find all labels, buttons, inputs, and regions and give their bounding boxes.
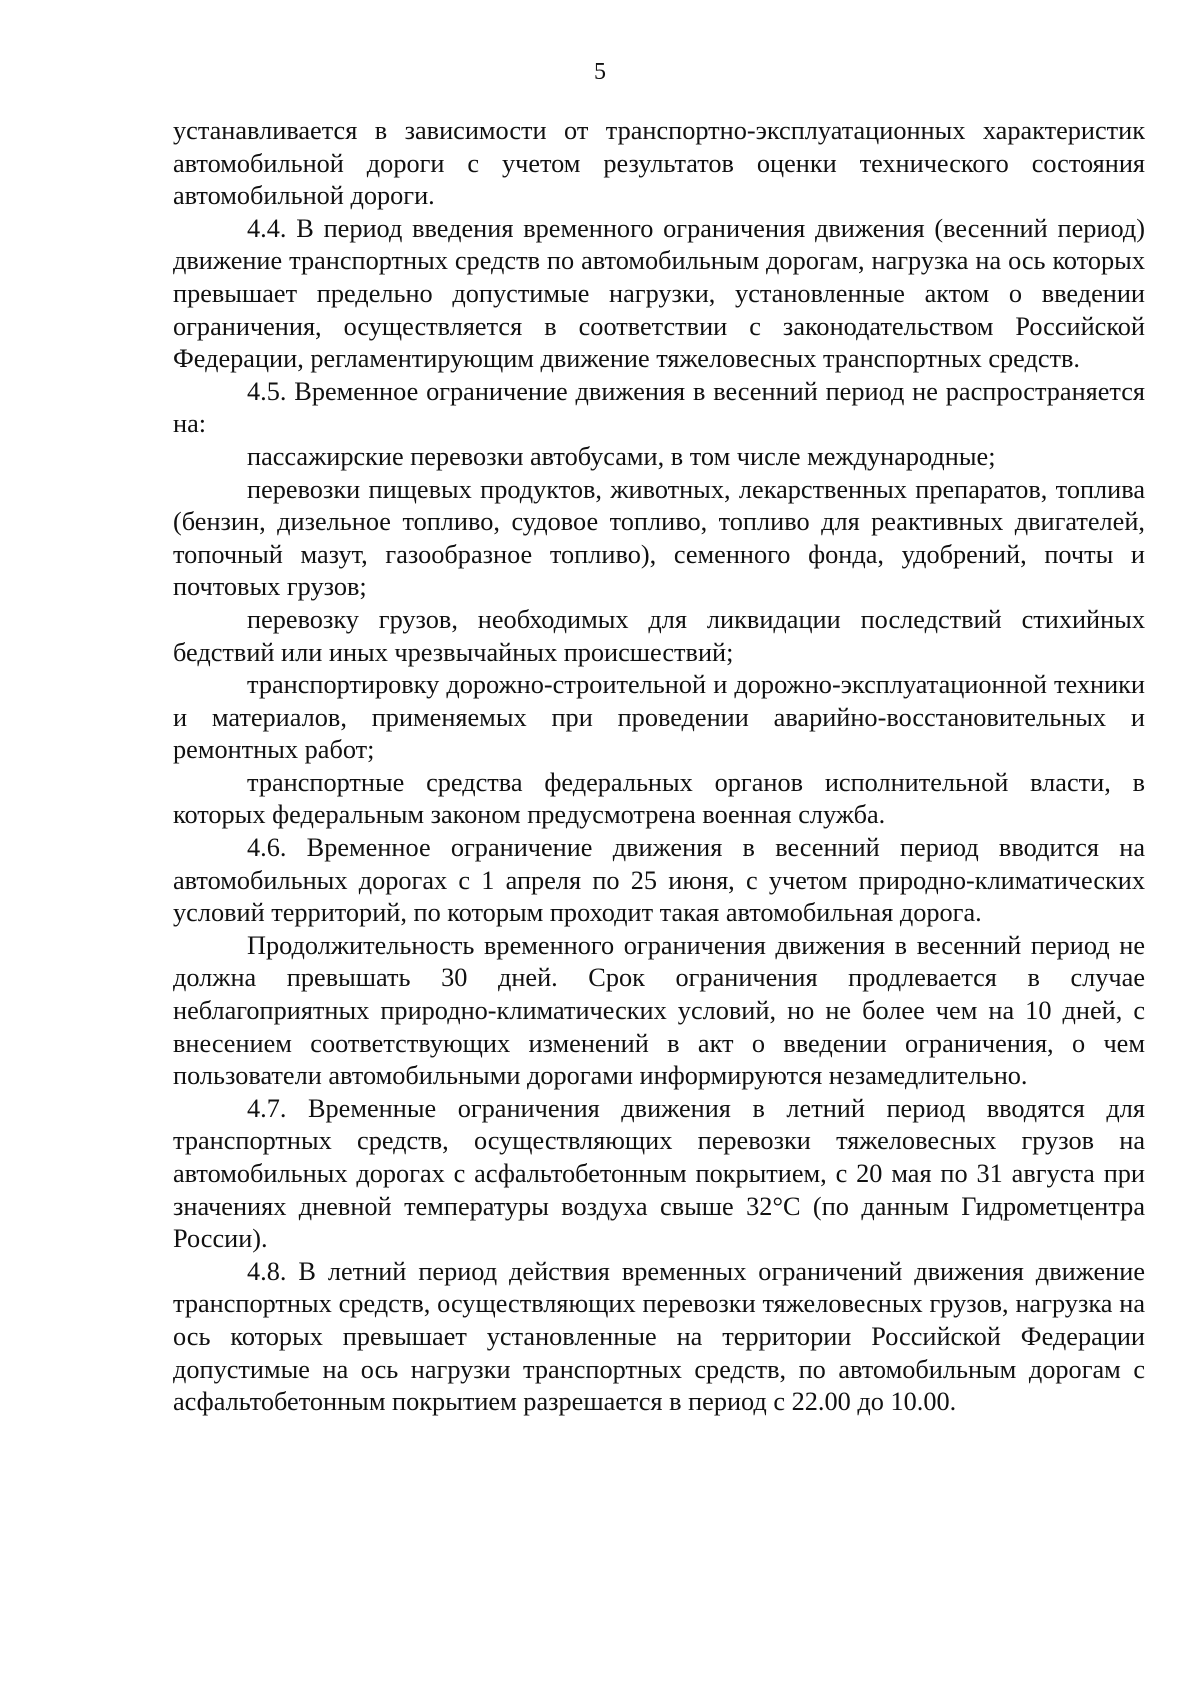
paragraph: 4.5. Временное ограничение движения в весенний период не распространяется на: — [173, 376, 1145, 439]
paragraph: Продолжительность временного ограничения движения в весенний период не должна превышать 30 дней. Срок ограничения продлевается в случае неблагоприятных природно-климатических условий, но не более чем на 10 дней, с внесением соответствующих изменений в акт о введении ограничения, о чем пользователи автомобильными дорогами информируются незамедлительно. — [173, 930, 1145, 1091]
paragraph: пассажирские перевозки автобусами, в том числе международные; — [247, 441, 996, 471]
paragraph: 4.4. В период введения временного ограничения движения (весенний период) движение транспортных средств по автомобильным дорогам, нагрузка на ось которых превышает предельно допустимые нагрузки, установленные актом о введении ограничения, осуществляется в соответствии с законодательством Российской Федерации, регламентирующим движение тяжеловесных транспортных средств. — [173, 213, 1145, 374]
page-number: 5 — [594, 59, 606, 85]
paragraph: транспортировку дорожно-строительной и дорожно-эксплуатационной техники и материалов, применяемых при проведении аварийно-восстановительных и ремонтных работ; — [173, 670, 1145, 765]
paragraph: транспортные средства федеральных органов исполнительной власти, в которых федеральным законом предусмотрена военная служба. — [173, 767, 1145, 830]
paragraph: 4.7. Временные ограничения движения в летний период вводятся для транспортных средств, осуществляющих перевозки тяжеловесных грузов на автомобильных дорогах с асфальтобетонным покрытием, с 20 мая по 31 августа при значениях дневной температуры воздуха свыше 32°C (по данным Гидрометцентра России). — [173, 1093, 1145, 1254]
paragraph: 4.6. Временное ограничение движения в весенний период вводится на автомобильных дорогах с 1 апреля по 25 июня, с учетом природно-климатических условий территорий, по которым проходит такая автомобильная дорога. — [173, 833, 1145, 928]
paragraph: перевозки пищевых продуктов, животных, лекарственных препаратов, топлива (бензин, дизельное топливо, судовое топливо, топливо для реактивных двигателей, топочный мазут, газообразное топливо), семенного фонда, удобрений, почты и почтовых грузов; — [173, 474, 1145, 602]
paragraph: устанавливается в зависимости от транспортно-эксплуатационных характеристик автомобильной дороги с учетом результатов оценки технического состояния автомобильной дороги. — [173, 116, 1145, 211]
paragraph: 4.8. В летний период действия временных ограничений движения движение транспортных средств, осуществляющих перевозки тяжеловесных грузов, нагрузка на ось которых превышает установленные на территории Российской Федерации допустимые на ось нагрузки транспортных средств, по автомобильным дорогам с асфальтобетонным покрытием разрешается в период с 22.00 до 10.00. — [173, 1256, 1145, 1417]
document-body — [173, 115, 1145, 1419]
paragraph: перевозку грузов, необходимых для ликвидации последствий стихийных бедствий или иных чрезвычайных происшествий; — [173, 604, 1145, 667]
